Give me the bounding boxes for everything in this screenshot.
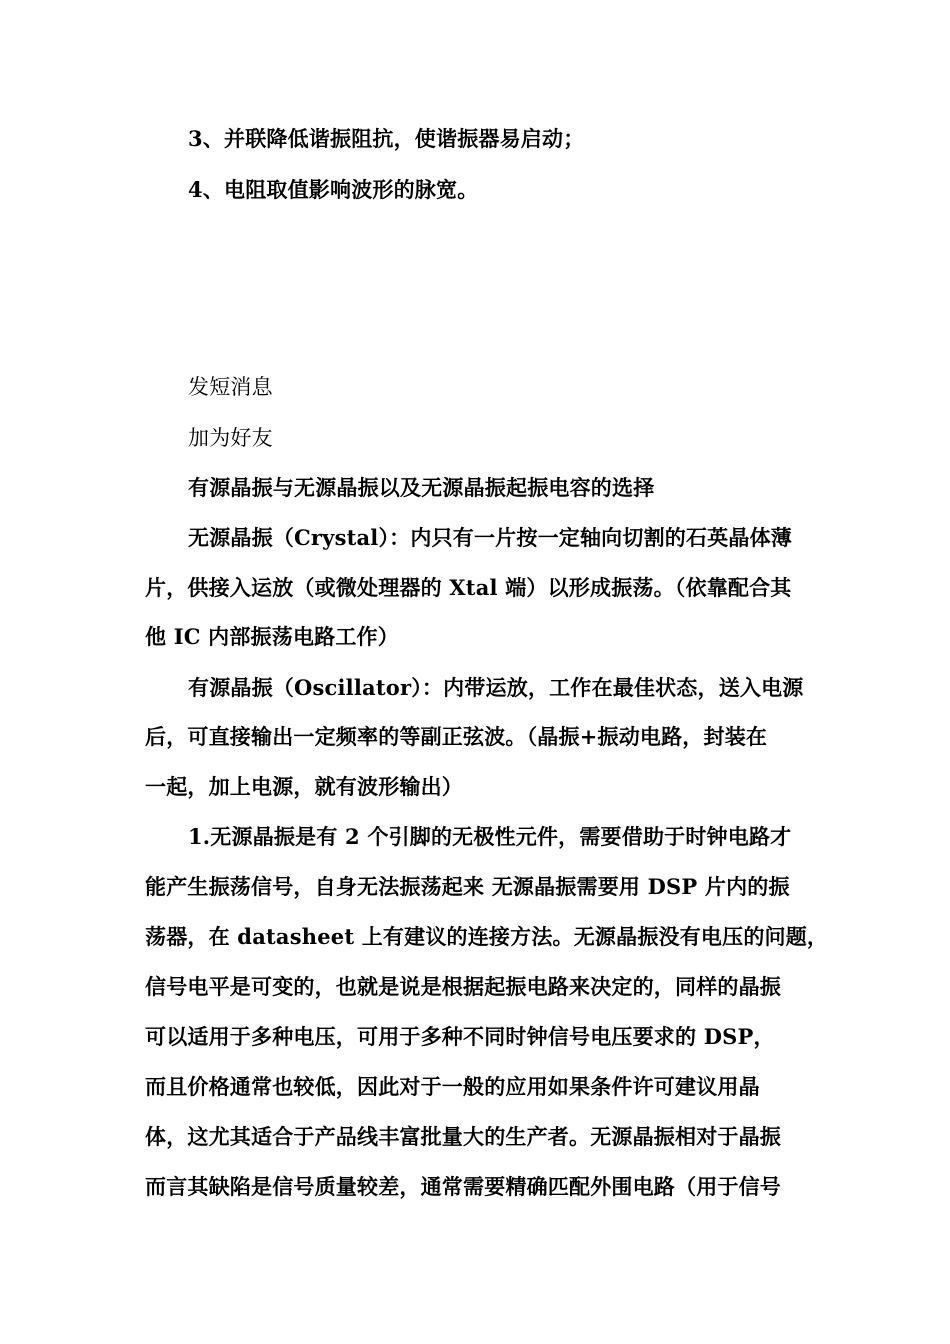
point1-line-5: 可以适用于多种电压，可用于多种不同时钟信号电压要求的 DSP， [145, 1024, 775, 1049]
add-friend-link[interactable]: 加为好友 [188, 426, 273, 450]
point1-line-3: 荡器，在 datasheet 上有建议的连接方法。无源晶振没有电压的问题， [145, 924, 829, 949]
passive-def-line-1: 无源晶振（Crystal）：内只有一片按一定轴向切割的石英晶体薄 [188, 525, 792, 550]
article-title: 有源晶振与无源晶振以及无源晶振起振电容的选择 [188, 475, 655, 500]
point1-line-2: 能产生振荡信号，自身无法振荡起来 无源晶振需要用 DSP 片内的振 [145, 874, 790, 899]
passive-def-line-2: 片，供接入运放（或微处理器的 Xtal 端）以形成振荡。（依靠配合其 [145, 575, 792, 600]
active-def-line-3: 一起，加上电源，就有波形输出） [145, 774, 463, 799]
list-item-3: 3、并联降低谐振阻抗，使谐振器易启动； [188, 126, 585, 151]
point1-line-4: 信号电平是可变的，也就是说是根据起振电路来决定的，同样的晶振 [145, 974, 781, 999]
passive-def-line-3: 他 IC 内部振荡电路工作） [145, 624, 399, 649]
point1-line-7: 体，这尤其适合于产品线丰富批量大的生产者。无源晶振相对于晶振 [145, 1124, 781, 1149]
send-message-link[interactable]: 发短消息 [188, 375, 273, 399]
active-def-line-1: 有源晶振（Oscillator）：内带运放，工作在最佳状态，送入电源 [188, 675, 804, 700]
list-item-4: 4、电阻取值影响波形的脉宽。 [188, 177, 479, 202]
point1-line-8: 而言其缺陷是信号质量较差，通常需要精确匹配外围电路（用于信号 [145, 1174, 781, 1199]
point1-line-1: 1.无源晶振是有 2 个引脚的无极性元件，需要借助于时钟电路才 [188, 824, 792, 849]
point1-line-6: 而且价格通常也较低，因此对于一般的应用如果条件许可建议用晶 [145, 1074, 760, 1099]
active-def-line-2: 后，可直接输出一定频率的等副正弦波。（晶振+振动电路，封装在 [145, 724, 768, 749]
